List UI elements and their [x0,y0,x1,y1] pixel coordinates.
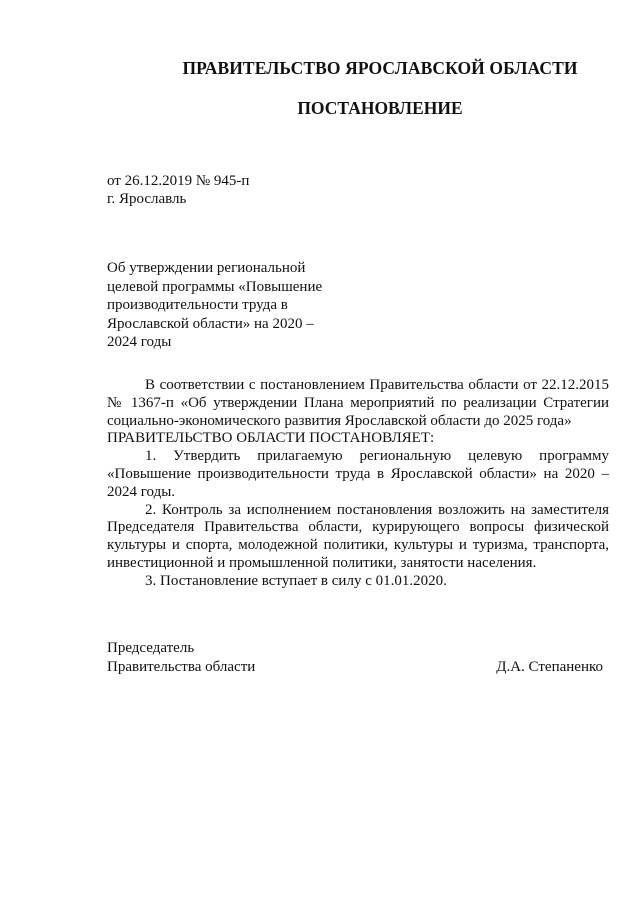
subject-line: Ярославской области» на 2020 – [107,315,314,332]
signatory-name: Д.А. Степаненко [496,658,603,675]
signature-block [107,639,609,676]
subject-line: 2024 годы [107,334,172,350]
subject-line: целевой программы «Повышение [107,278,323,295]
signatory-title-line: Председатель [107,640,195,656]
city: г. Ярославль [107,191,187,207]
document-meta [107,172,249,208]
document-body [107,377,609,591]
signature-row [107,658,609,677]
signatory-title-line: Правительства области [107,658,256,675]
preamble-paragraph: В соответствии с постановлением Правительства области от 22.12.2015 № 1367-п «Об утверждении Плана мероприятий по реализации Стратегии социально-экономического развития Ярославской области до 2025 года» [107,377,609,429]
document-type-title: ПОСТАНОВЛЕНИЕ [297,98,463,118]
subject-line: Об утверждении региональной [107,260,306,276]
item-paragraph-3: 3. Постановление вступает в силу с 01.01.2020. [145,572,447,589]
date-number: от 26.12.2019 № 945-п [107,173,250,189]
document-subject [107,259,347,352]
government-title: ПРАВИТЕЛЬСТВО ЯРОСЛАВСКОЙ ОБЛАСТИ [182,58,578,78]
item-paragraph-2: 2. Контроль за исполнением постановления возложить на заместителя Председателя Правительства области, курирующего вопросы физической культуры и спорта, молодежной политики, культуры и туризма, транспорта, инвестиционной и промышленной политики, занятости населения. [107,501,609,571]
resolves-heading: ПРАВИТЕЛЬСТВО ОБЛАСТИ ПОСТАНОВЛЯЕТ: [107,430,435,447]
subject-line: производительности труда в [107,297,288,313]
item-paragraph-1: 1. Утвердить прилагаемую региональную целевую программу «Повышение производительности труда в Ярославской области» на 2020 – 2024 годы. [107,448,609,500]
